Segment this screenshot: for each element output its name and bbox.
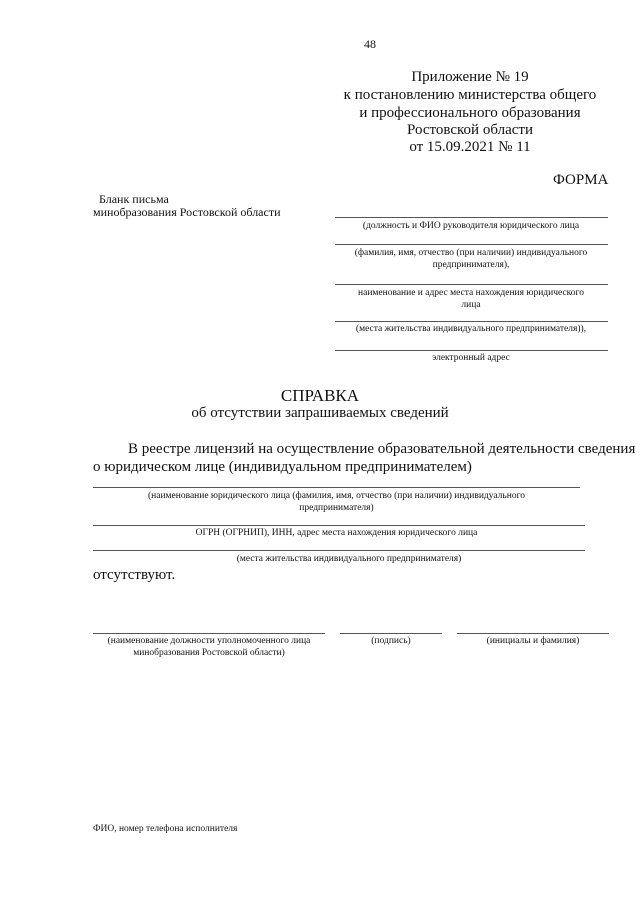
field-hint: (места жительства индивидуального предпринимателя)), [355,324,587,334]
page-number: 48 [364,37,376,51]
document-title: СПРАВКА [280,386,360,405]
signature-line [93,633,325,634]
fill-line [335,350,608,351]
signature-hint: минобразования Ростовской области) [133,648,285,658]
fill-line [93,525,585,526]
form-label: ФОРМА [553,172,609,188]
field-hint: электронный адрес [432,353,510,363]
body-paragraph: В реестре лицензий на осуществление образовательной деятельности сведения [128,441,636,457]
signature-hint: (наименование должности уполномоченного лица [107,636,311,646]
field-hint: ОГРН (ОГРНИП), ИНН, адрес места нахождения юридического лица [195,528,478,538]
body-paragraph: о юридическом лице (индивидуальном предпринимателем) [93,459,472,475]
field-hint: лица [461,300,481,310]
executor-contact: ФИО, номер телефона исполнителя [93,824,238,834]
appendix-line: Ростовской области [407,122,533,138]
field-hint: предпринимателя) [299,503,374,513]
letterhead-line: Бланк письма [99,192,169,206]
signature-line [340,633,442,634]
fill-line [335,244,608,245]
absent-text: отсутствуют. [93,567,176,583]
field-hint: предпринимателя), [432,260,510,270]
appendix-title: Приложение № 19 [411,69,529,85]
letterhead-line: минобразования Ростовской области [93,205,281,219]
signature-hint: (подпись) [371,636,411,646]
appendix-line: к постановлению министерства общего [343,87,597,103]
field-hint: (должность и ФИО руководителя юридического лица [362,221,580,231]
fill-line [335,217,608,218]
field-hint: (наименование юридического лица (фамилия, имя, отчество (при наличии) индивидуального [147,491,525,501]
signature-line [457,633,609,634]
fill-line [335,284,608,285]
document-subtitle: об отсутствии запрашиваемых сведений [191,405,449,421]
fill-line [93,487,580,488]
appendix-line: и профессионального образования [359,105,581,121]
fill-line [93,550,585,551]
appendix-date: от 15.09.2021 № 11 [409,139,531,155]
field-hint: наименование и адрес места нахождения юридического [358,288,584,298]
field-hint: (фамилия, имя, отчество (при наличии) индивидуального [354,248,588,258]
fill-line [335,321,608,322]
field-hint: (места жительства индивидуального предпринимателя) [236,554,462,564]
signature-hint: (инициалы и фамилия) [486,636,580,646]
